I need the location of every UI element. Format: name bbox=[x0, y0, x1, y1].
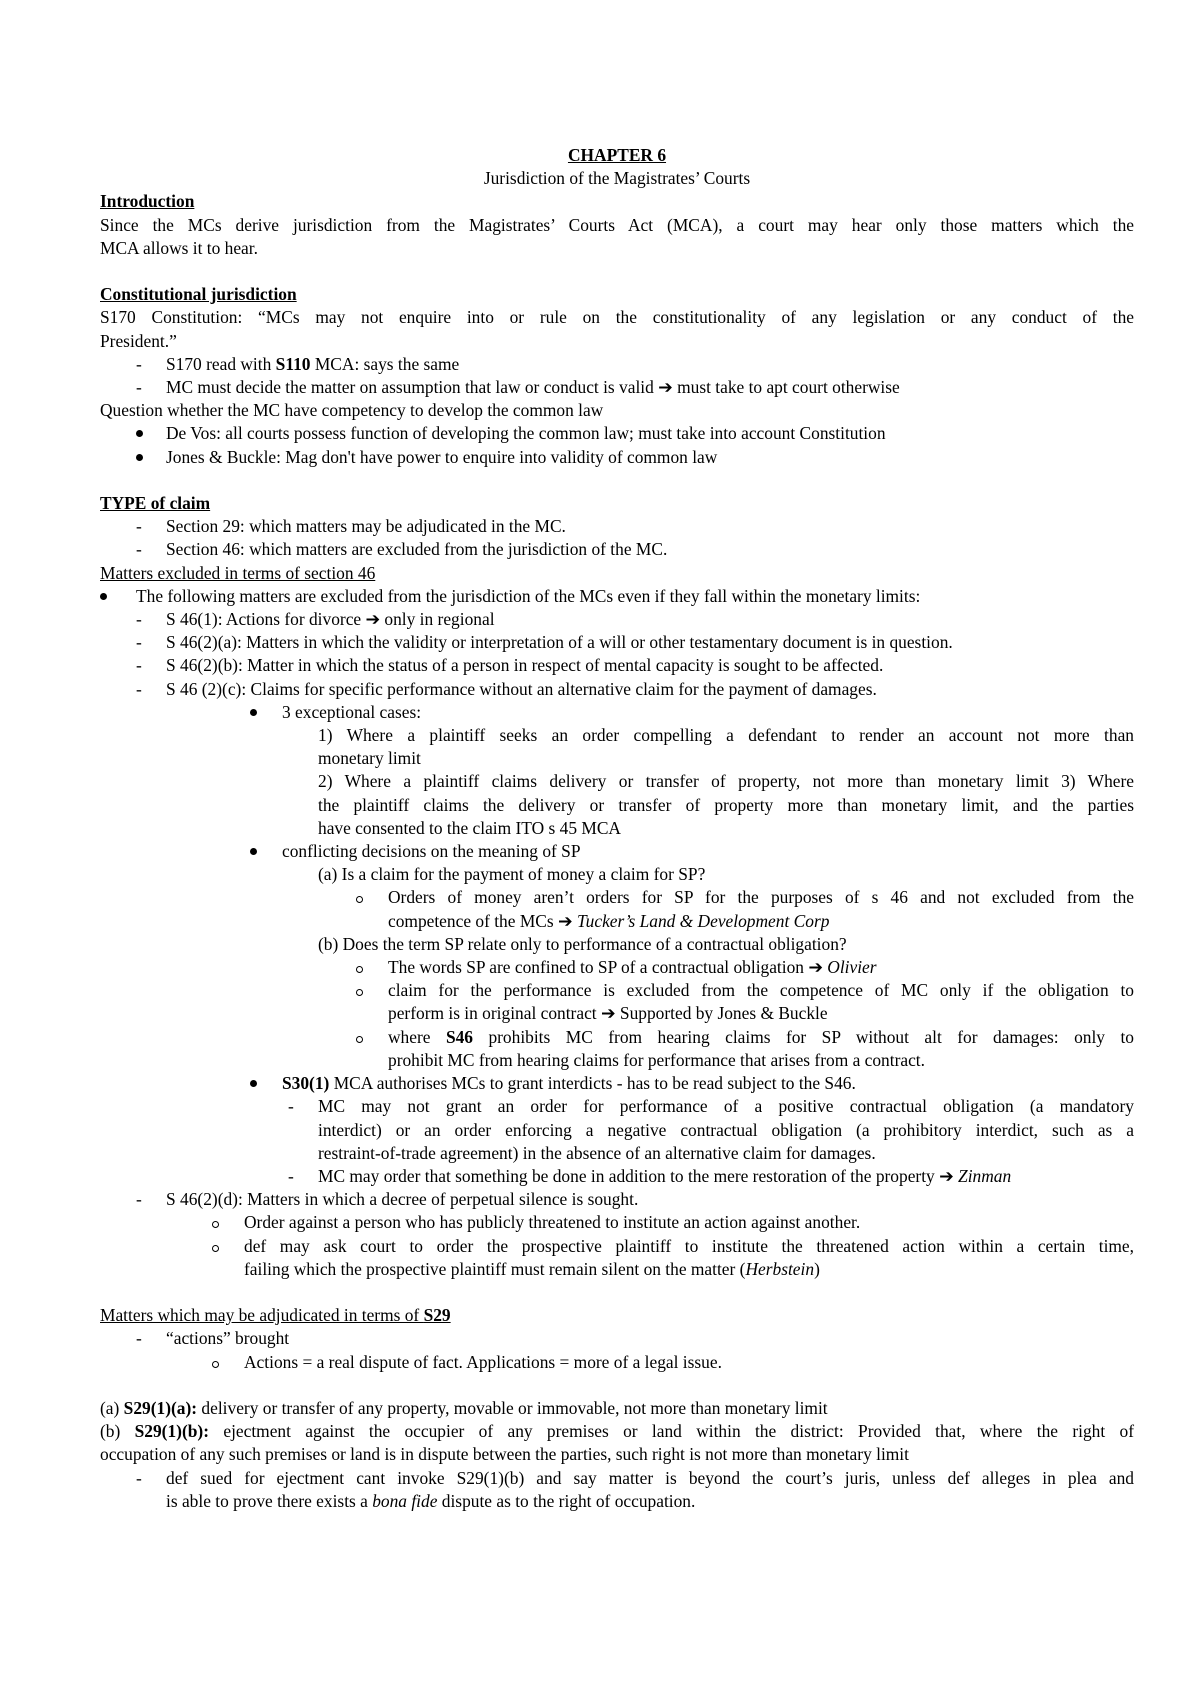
circle-bullet-marker bbox=[212, 1245, 219, 1252]
arrow-icon: ➔ bbox=[600, 1003, 616, 1024]
circle-bullet-marker bbox=[356, 966, 363, 973]
section-title-introduction: Introduction bbox=[100, 191, 195, 212]
dash-marker: - bbox=[136, 1189, 142, 1210]
dash-marker: - bbox=[288, 1096, 294, 1117]
chapter-heading: CHAPTER 6 bbox=[567, 145, 667, 165]
list-item: Orders of money aren’t orders for SP for the purposes of s 46 and not excluded from the bbox=[100, 886, 1134, 909]
dash-marker: - bbox=[136, 1467, 142, 1488]
list-item: - S170 read with S110 MCA: says the same bbox=[100, 353, 1134, 376]
subsection-title-excluded: Matters excluded in terms of section 46 bbox=[100, 562, 376, 583]
list-item: - S 46(2)(b): Matter in which the status of a person in respect of mental capacity is sought to be affected. bbox=[100, 654, 1134, 677]
list-item: Actions = a real dispute of fact. Applications = more of a legal issue. bbox=[100, 1351, 1134, 1374]
paragraph-line: (b) Does the term SP relate only to performance of a contractual obligation? bbox=[318, 933, 847, 954]
list-item: The words SP are confined to SP of a contractual obligation ➔ Olivier bbox=[100, 956, 1134, 979]
paragraph-line: 2) Where a plaintiff claims delivery or transfer of property, not more than monetary limit 3) Where bbox=[318, 771, 1134, 792]
paragraph-line: (a) Is a claim for the payment of money a claim for SP? bbox=[318, 864, 706, 885]
section-title-type-of-claim: TYPE of claim bbox=[100, 493, 211, 514]
paragraph-line: 1) Where a plaintiff seeks an order compelling a defendant to render an account not more than bbox=[318, 725, 1134, 746]
list-item: - S 46(2)(d): Matters in which a decree of perpetual silence is sought. bbox=[100, 1188, 1134, 1211]
paragraph-line: Question whether the MC have competency to develop the common law bbox=[100, 400, 604, 421]
arrow-icon: ➔ bbox=[365, 609, 381, 630]
list-item: - def sued for ejectment cant invoke S29(1)(b) and say matter is beyond the court’s juris, unless def alleges in plea and bbox=[100, 1467, 1134, 1490]
dash-marker: - bbox=[136, 655, 142, 676]
dash-marker: - bbox=[136, 516, 142, 537]
paragraph-line: (a) S29(1)(a): delivery or transfer of any property, movable or immovable, not more than monetary limit bbox=[100, 1397, 828, 1418]
dash-marker: - bbox=[136, 609, 142, 630]
arrow-icon: ➔ bbox=[808, 957, 823, 978]
circle-bullet-marker bbox=[212, 1221, 219, 1228]
paragraph-line: failing which the prospective plaintiff must remain silent on the matter (Herbstein) bbox=[244, 1258, 820, 1279]
paragraph-line: Since the MCs derive jurisdiction from the Magistrates’ Courts Act (MCA), a court may hear only those matters which the bbox=[100, 214, 1134, 235]
list-item: The following matters are excluded from the jurisdiction of the MCs even if they fall within the monetary limits: bbox=[100, 585, 1134, 608]
dash-marker: - bbox=[136, 539, 142, 560]
paragraph-line: prohibit MC from hearing claims for performance that arises from a contract. bbox=[388, 1049, 925, 1070]
dash-marker: - bbox=[136, 632, 142, 653]
arrow-icon: ➔ bbox=[939, 1165, 954, 1186]
list-item: - S 46(1): Actions for divorce ➔ only in regional bbox=[100, 608, 1134, 631]
document-page bbox=[100, 144, 1134, 1513]
circle-bullet-marker bbox=[356, 896, 363, 903]
paragraph-line: have consented to the claim ITO s 45 MCA bbox=[318, 817, 621, 838]
arrow-icon: ➔ bbox=[558, 910, 573, 931]
list-item: - S 46 (2)(c): Claims for specific performance without an alternative claim for the payment of damages. bbox=[100, 678, 1134, 701]
bullet-marker bbox=[100, 593, 107, 600]
paragraph-line: is able to prove there exists a bona fide dispute as to the right of occupation. bbox=[166, 1490, 696, 1511]
dash-marker: - bbox=[136, 353, 142, 374]
list-item: Order against a person who has publicly threatened to institute an action against another. bbox=[100, 1211, 1134, 1234]
dash-marker: - bbox=[288, 1165, 294, 1186]
dash-marker: - bbox=[136, 1328, 142, 1349]
list-item: Jones & Buckle: Mag don't have power to enquire into validity of common law bbox=[100, 446, 1134, 469]
paragraph-line: (b) S29(1)(b): ejectment against the occupier of any premises or land within the district: Provided that, where the right of bbox=[100, 1421, 1134, 1442]
bullet-marker bbox=[250, 848, 257, 855]
list-item: De Vos: all courts possess function of developing the common law; must take into account Constitution bbox=[100, 422, 1134, 445]
list-item: where S46 prohibits MC from hearing claims for SP without alt for damages: only to bbox=[100, 1026, 1134, 1049]
list-item: - MC may not grant an order for performance of a positive contractual obligation (a mandatory bbox=[100, 1095, 1134, 1118]
chapter-subtitle: Jurisdiction of the Magistrates’ Courts bbox=[483, 168, 751, 189]
circle-bullet-marker bbox=[212, 1361, 219, 1368]
paragraph-line: MCA allows it to hear. bbox=[100, 237, 258, 258]
list-item: - Section 46: which matters are excluded from the jurisdiction of the MC. bbox=[100, 538, 1134, 561]
list-item: - “actions” brought bbox=[100, 1327, 1134, 1350]
list-item: conflicting decisions on the meaning of SP bbox=[100, 840, 1134, 863]
list-item: - S 46(2)(a): Matters in which the validity or interpretation of a will or other testamentary document is in question. bbox=[100, 631, 1134, 654]
list-item: 3 exceptional cases: bbox=[100, 701, 1134, 724]
dash-marker: - bbox=[136, 678, 142, 699]
paragraph-line: restraint-of-trade agreement) in the absence of an alternative claim for damages. bbox=[318, 1142, 876, 1163]
bullet-marker bbox=[250, 709, 257, 716]
section-title-constitutional: Constitutional jurisdiction bbox=[100, 284, 297, 305]
subsection-title-s29: Matters which may be adjudicated in terms of S29 bbox=[100, 1305, 451, 1326]
paragraph-line: S170 Constitution: “MCs may not enquire into or rule on the constitutionality of any legislation or any conduct of the bbox=[100, 307, 1134, 328]
dash-marker: - bbox=[136, 377, 142, 398]
paragraph-line: occupation of any such premises or land is in dispute between the parties, such right is not more than monetary limit bbox=[100, 1444, 909, 1465]
paragraph-line: the plaintiff claims the delivery or transfer of property more than monetary limit, and the parties bbox=[318, 794, 1134, 815]
list-item: - Section 29: which matters may be adjudicated in the MC. bbox=[100, 515, 1134, 538]
paragraph-line: monetary limit bbox=[318, 748, 421, 769]
paragraph-line: competence of the MCs ➔ Tucker’s Land & Development Corp bbox=[388, 910, 830, 931]
paragraph-line: President.” bbox=[100, 330, 177, 351]
bullet-marker bbox=[136, 430, 143, 437]
list-item: claim for the performance is excluded from the competence of MC only if the obligation to bbox=[100, 979, 1134, 1002]
paragraph-line: interdict) or an order enforcing a negative contractual obligation (a prohibitory interdict, such as a bbox=[318, 1119, 1134, 1140]
list-item: S30(1) MCA authorises MCs to grant interdicts - has to be read subject to the S46. bbox=[100, 1072, 1134, 1095]
arrow-icon: ➔ bbox=[658, 377, 673, 398]
list-item: - MC may order that something be done in addition to the mere restoration of the property ➔ Zinman bbox=[100, 1165, 1134, 1188]
circle-bullet-marker bbox=[356, 1036, 363, 1043]
paragraph-line: perform is in original contract ➔ Supported by Jones & Buckle bbox=[388, 1003, 828, 1024]
list-item: - MC must decide the matter on assumption that law or conduct is valid ➔ must take to apt court otherwise bbox=[100, 376, 1134, 399]
bullet-marker bbox=[250, 1080, 257, 1087]
list-item: def may ask court to order the prospective plaintiff to institute the threatened action within a certain time, bbox=[100, 1235, 1134, 1258]
circle-bullet-marker bbox=[356, 989, 363, 996]
bullet-marker bbox=[136, 454, 143, 461]
